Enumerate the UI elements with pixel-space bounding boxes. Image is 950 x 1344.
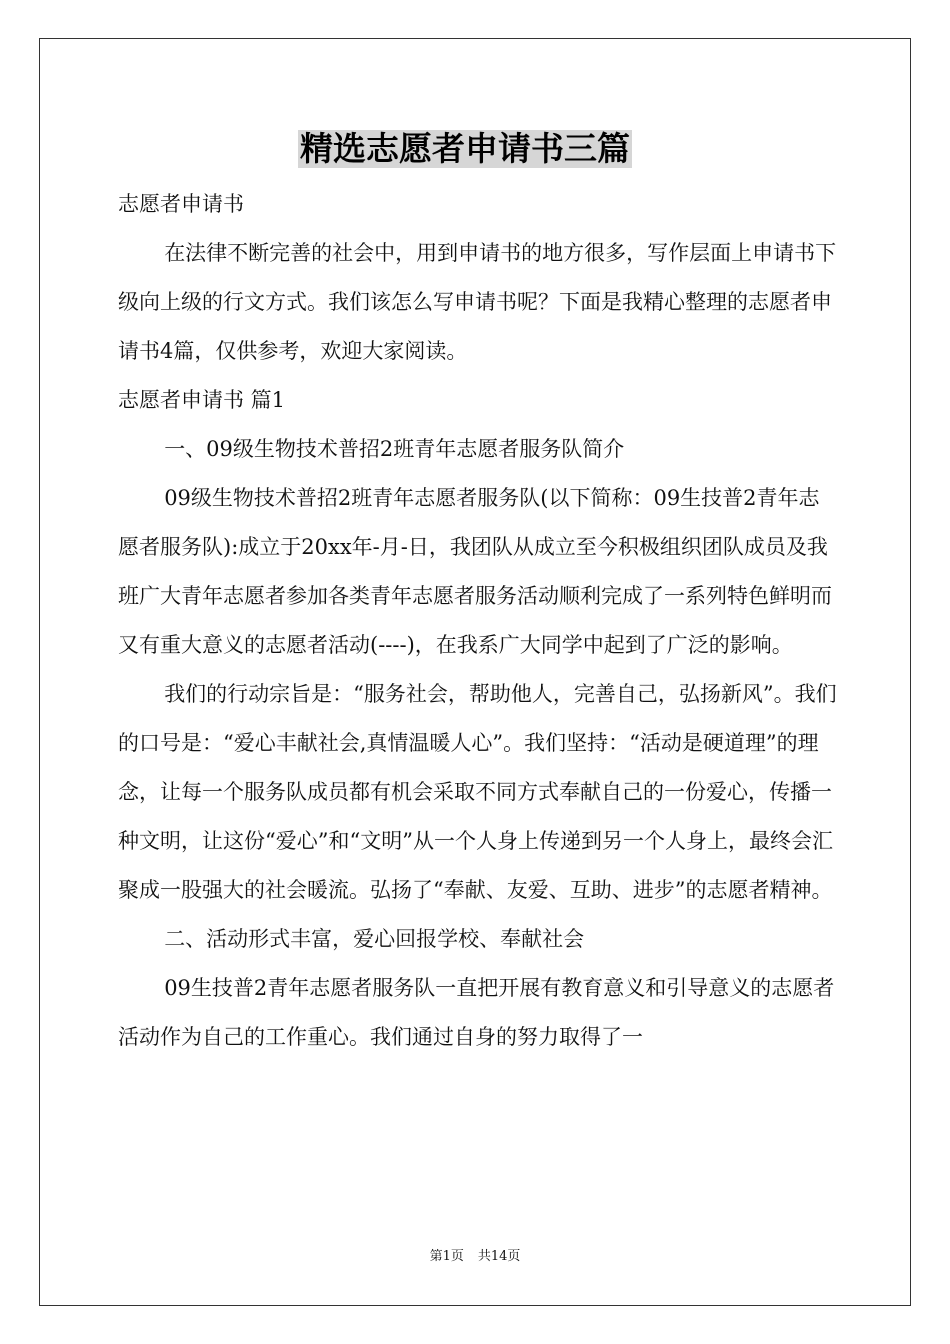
section-heading: 志愿者申请书 [118, 192, 244, 216]
subsection-heading: 二、活动形式丰富，爱心回报学校、奉献社会 [164, 927, 585, 951]
page-number: 第1页 [429, 1249, 464, 1264]
body-paragraph: 我们的行动宗旨是：“服务社会，帮助他人，完善自己，弘扬新风”。我们的口号是：“爱心丰献社会,真情温暖人心”。我们坚持：“活动是硬道理”的理念，让每一个服务队成员都有机会采取不同方式奉献自己的一份爱心，传播一种文明，让这份“爱心”和“文明”从一个人身上传递到另一个人身上，最终会汇聚成一股强大的社会暖流。弘扬了“奉献、友爱、互助、进步”的志愿者精神。 [118, 682, 837, 902]
body-paragraph: 在法律不断完善的社会中，用到申请书的地方很多，写作层面上申请书下级向上级的行文方式。我们该怎么写申请书呢？下面是我精心整理的志愿者申请书4篇，仅供参考，欢迎大家阅读。 [118, 241, 837, 363]
document-title: 精选志愿者申请书三篇 [300, 129, 630, 168]
subsection-heading: 一、09级生物技术普招2班青年志愿者服务队简介 [164, 437, 625, 461]
body-paragraph: 09生技普2青年志愿者服务队一直把开展有教育意义和引导意义的志愿者活动作为自己的工作重心。我们通过自身的努力取得了一 [118, 976, 835, 1049]
body-paragraph: 09级生物技术普招2班青年志愿者服务队(以下简称：09生技普2青年志愿者服务队):成立于20xx年-月-日，我团队从成立至今积极组织团队成员及我班广大青年志愿者参加各类青年志愿者服务活动顺利完成了一系列特色鲜明而又有重大意义的志愿者活动(----)，在我系广大同学中起到了广泛的影响。 [118, 486, 832, 657]
page-footer [0, 1245, 950, 1264]
section-heading: 志愿者申请书 篇1 [118, 388, 286, 412]
page-total: 共14页 [477, 1249, 521, 1264]
document-body [118, 180, 838, 1062]
